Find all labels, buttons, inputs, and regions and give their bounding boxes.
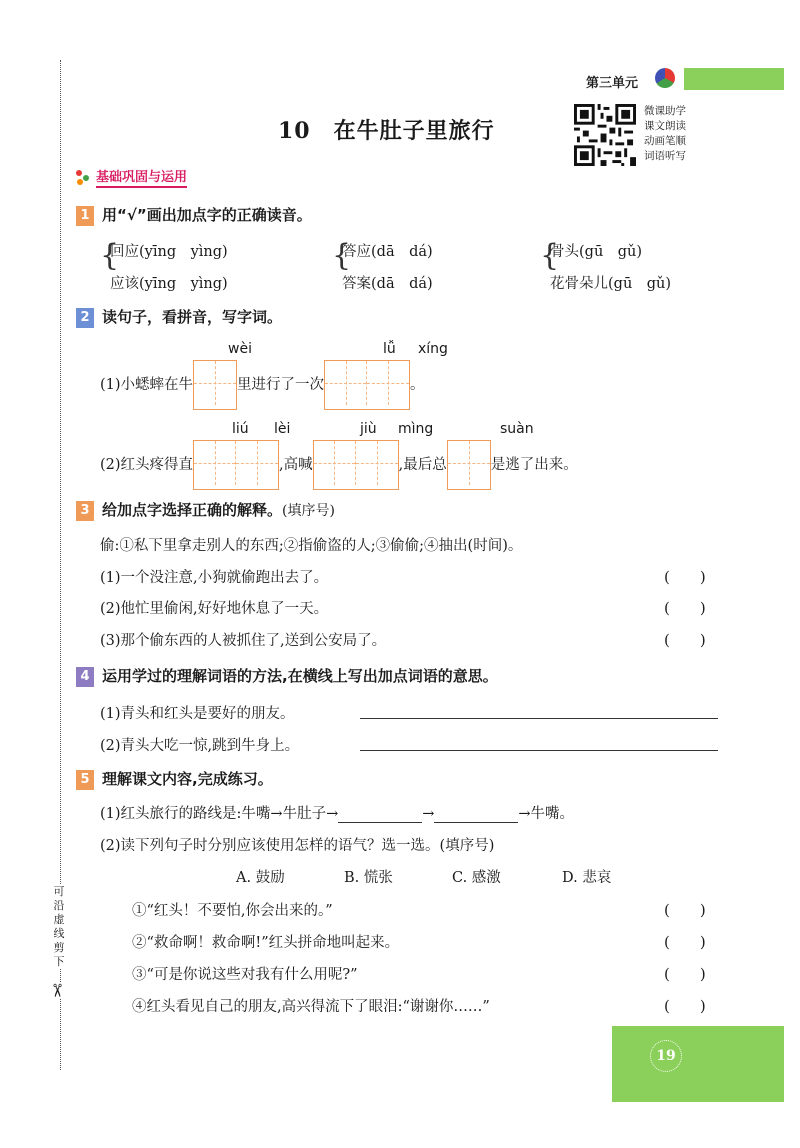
q2-heading (76, 306, 282, 328)
q5-sentence: ①“红头！不要怕,你会出来的。” (132, 903, 333, 919)
scissors-icon: ✂ (46, 982, 68, 999)
answer-paren[interactable]: ( ) (664, 568, 706, 586)
q3-item: (2)他忙里偷闲,好好地休息了一天。 (100, 601, 329, 617)
q5-number: 5 (76, 770, 94, 790)
pinyin: liú (232, 421, 249, 437)
q5-title: 理解课文内容,完成练习。 (102, 770, 273, 788)
answer-line[interactable] (360, 750, 718, 751)
q4-item: (2)青头大吃一惊,跳到牛身上。 (100, 738, 300, 754)
writing-grid[interactable] (193, 360, 237, 410)
q4-item: (1)青头和红头是要好的朋友。 (100, 706, 295, 722)
q3-heading: 3 给加点字选择正确的解释。(填序号) (76, 499, 335, 521)
q5-heading (76, 768, 273, 790)
pinyin: jiù (360, 421, 377, 437)
q5-option: B. 慌张 (344, 870, 393, 886)
q3-definition: 偷:①私下里拿走别人的东西;②指偷盗的人;③偷偷;④抽出(时间)。 (100, 538, 523, 554)
q5-option: D. 悲哀 (562, 870, 612, 886)
writing-grid[interactable] (447, 440, 491, 490)
pinyin: lèi (274, 421, 291, 437)
q4-heading (76, 665, 498, 687)
qr-code-icon[interactable] (574, 104, 636, 166)
writing-grid[interactable] (313, 440, 399, 490)
cut-note: 可沿虚线剪下 (50, 885, 68, 969)
q4-title: 运用学过的理解词语的方法,在横线上写出加点词语的意思。 (102, 667, 498, 685)
q1-item: 骨头(gū gǔ) (550, 244, 643, 260)
q1-item: 回应(yīng yìng) (110, 244, 228, 260)
pinyin: xíng (418, 341, 448, 357)
q1-item: 应该(yīng yìng) (110, 276, 228, 292)
q3-item: (1)一个没注意,小狗就偷跑出去了。 (100, 570, 329, 586)
q3-item: (3)那个偷东西的人被抓住了,送到公安局了。 (100, 633, 387, 649)
q1-item: 花骨朵儿(gū gǔ) (550, 276, 672, 292)
q3-number: 3 (76, 501, 94, 521)
q5-sentence: ②“救命啊！救命啊!”红头拼命地叫起来。 (132, 935, 400, 951)
q5-option: A. 鼓励 (236, 870, 285, 886)
answer-paren[interactable]: ( ) (664, 901, 706, 919)
q4-number: 4 (76, 667, 94, 687)
answer-paren[interactable]: ( ) (664, 631, 706, 649)
q1-item: 答应(dā dá) (342, 244, 433, 260)
q2-sentence-1: (1)小蟋蟀在牛 里进行了一次 。 (100, 360, 425, 410)
answer-blank[interactable] (434, 806, 518, 823)
page-number: 19 (650, 1040, 682, 1072)
section-heading: 基础巩固与运用 (76, 166, 187, 186)
q5-sub2: (2)读下列句子时分别应该使用怎样的语气？选一选。(填序号) (100, 838, 495, 854)
answer-line[interactable] (360, 718, 718, 719)
pinyin: lǚ (383, 341, 396, 357)
q5-sentence: ③“可是你说这些对我有什么用呢?” (132, 967, 358, 983)
q1-number: 1 (76, 206, 94, 226)
q1-heading (76, 204, 312, 226)
q2-title: 读句子，看拼音，写字词。 (102, 308, 283, 326)
answer-paren[interactable]: ( ) (664, 933, 706, 951)
q3-title: 给加点字选择正确的解释。 (102, 501, 283, 519)
pinyin: mìng (398, 421, 434, 437)
answer-paren[interactable]: ( ) (664, 599, 706, 617)
q5-option: C. 感激 (452, 870, 501, 886)
page-title: 10 在牛肚子里旅行 (278, 118, 495, 144)
answer-paren[interactable]: ( ) (664, 965, 706, 983)
q1-title: 用“√”画出加点字的正确读音。 (102, 206, 312, 224)
q2-number: 2 (76, 308, 94, 328)
writing-grid[interactable] (193, 440, 279, 490)
q5-sentence: ④红头看见自己的朋友,高兴得流下了眼泪:“谢谢你……” (132, 999, 490, 1015)
pinyin: suàn (500, 421, 534, 437)
q2-sentence-2: (2)红头疼得直 ,高喊 ,最后总 是逃了出来。 (100, 440, 578, 490)
q1-item: 答案(dā dá) (342, 276, 433, 292)
section-dots-icon (76, 170, 92, 186)
page-number-panel (612, 1026, 784, 1102)
qr-caption: 微课助学 课文朗读 动画笔顺 词语听写 (644, 105, 686, 162)
q5-route: (1)红头旅行的路线是:牛嘴→牛肚子→ → →牛嘴。 (100, 806, 575, 822)
answer-blank[interactable] (338, 806, 422, 823)
writing-grid[interactable] (324, 360, 410, 410)
answer-paren[interactable]: ( ) (664, 997, 706, 1015)
unit-bar (684, 68, 784, 90)
unit-label: 第三单元 (586, 76, 639, 91)
unit-ball-icon (655, 68, 675, 88)
pinyin: wèi (228, 341, 252, 357)
